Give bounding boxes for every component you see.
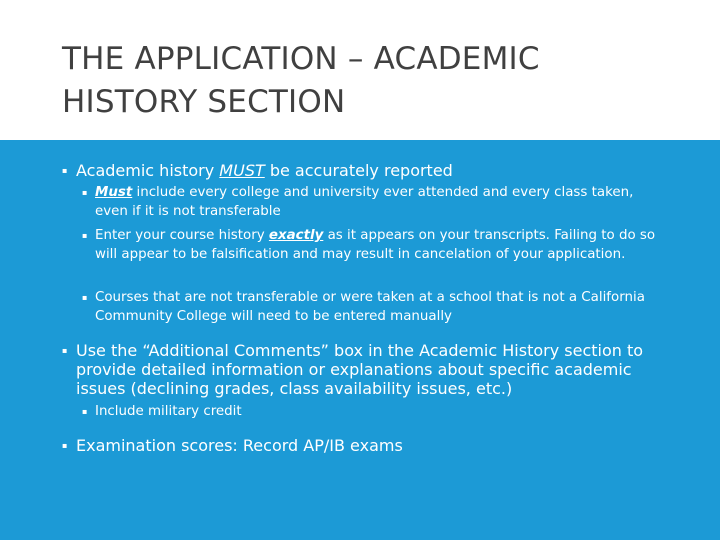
title-area [0,0,720,140]
bullet-marker: ▪ [62,346,68,355]
bullet-text [95,226,662,264]
bullet-text-part: be accurately reported [264,161,453,180]
bullet-academic-history [62,161,662,180]
bullet-text-part: include every college and university ever attended and every class taken, even if it is not transferable [95,185,634,219]
bullet-text-part: Enter your course history [95,228,269,243]
subbullet-must-include [82,183,662,221]
bullet-marker: ▪ [82,188,88,197]
bullet-examination-scores [62,436,662,455]
bullet-text [95,183,662,221]
bullet-additional-comments [62,341,662,398]
title-line-1: THE APPLICATION – ACADEMIC [62,41,540,77]
bullet-marker: ▪ [82,231,88,240]
bullet-emphasis: exactly [268,228,324,243]
bullet-marker: ▪ [62,441,68,450]
bullet-emphasis: MUST [219,161,265,180]
bullet-text: Examination scores: Record AP/IB exams [76,436,403,455]
bullet-text: Use the “Additional Comments” box in the Academic History section to provide detailed information or explanations about specific academic issues (declining grades, class availability issues, etc.) [76,341,644,398]
slide-title [62,38,702,124]
bullet-marker: ▪ [82,293,88,302]
subbullet-military-credit [82,402,662,421]
bullet-marker: ▪ [82,407,88,416]
bullet-marker: ▪ [62,166,68,175]
bullet-text-part: Academic history [76,161,220,180]
bullet-emphasis: Must [95,185,133,200]
content-panel [0,140,720,540]
bullet-text: Include military credit [95,404,242,419]
bullet-text-part: as it appears on your transcripts. Failing to do so will appear to be falsification and may result in cancelation of your application. [95,228,656,262]
bullet-text: Courses that are not transferable or were taken at a school that is not a California Community College will need to be entered manually [95,290,645,324]
title-line-2: HISTORY SECTION [62,84,346,120]
bullet-text [76,161,662,180]
subbullet-courses-not-transferable [82,288,662,326]
subbullet-enter-course-history [82,226,662,264]
